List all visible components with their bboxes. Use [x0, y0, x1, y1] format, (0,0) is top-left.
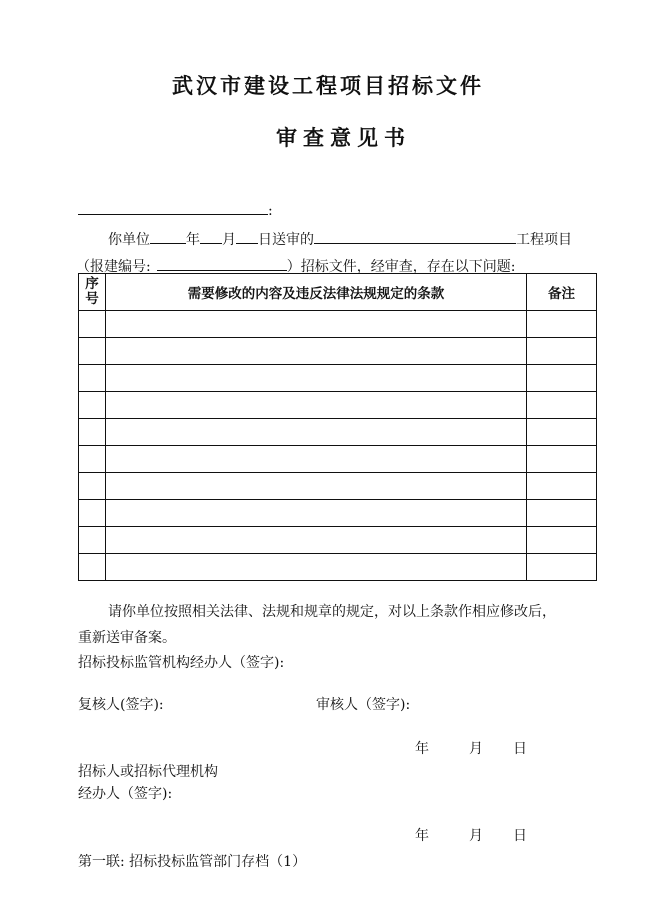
cell-remark[interactable]	[527, 311, 597, 338]
table-row	[79, 527, 597, 554]
cell-content[interactable]	[106, 365, 527, 392]
year-blank[interactable]	[150, 229, 186, 244]
supervisor-handler-sign: 招标投标监管机构经办人（签字):	[78, 655, 285, 671]
cell-remark[interactable]	[527, 338, 597, 365]
cell-seq[interactable]	[79, 338, 106, 365]
table-row	[79, 365, 597, 392]
cell-content[interactable]	[106, 338, 527, 365]
table-row	[79, 392, 597, 419]
cell-content[interactable]	[106, 554, 527, 581]
project-name-blank[interactable]	[314, 229, 516, 244]
date1-year: 年	[415, 741, 429, 757]
recipient-colon: :	[268, 203, 273, 219]
cell-remark[interactable]	[527, 365, 597, 392]
cell-remark[interactable]	[527, 554, 597, 581]
intro-day-submitted: 日送审的	[258, 232, 314, 248]
reg-close: ）招标文件，经审查，存在以下问题:	[286, 259, 516, 275]
cell-content[interactable]	[106, 419, 527, 446]
cell-seq[interactable]	[79, 473, 106, 500]
date2-month: 月	[469, 828, 483, 844]
table-row	[79, 500, 597, 527]
auditor-sign: 审核人（签字):	[316, 697, 411, 713]
reviewer-sign: 复核人(签字):	[78, 697, 164, 713]
cell-content[interactable]	[106, 527, 527, 554]
cell-seq[interactable]	[79, 554, 106, 581]
cell-content[interactable]	[106, 473, 527, 500]
cell-seq[interactable]	[79, 446, 106, 473]
date-row-1	[415, 738, 527, 758]
recipient-blank[interactable]	[78, 200, 268, 215]
cell-content[interactable]	[106, 500, 527, 527]
request-line-1: 请你单位按照相关法律、法规和规章的规定，对以上条款作相应修改后，	[108, 604, 556, 620]
registration-number-blank[interactable]	[157, 256, 287, 271]
table-row	[79, 446, 597, 473]
request-line-2: 重新送审备案。	[78, 630, 176, 646]
cell-content[interactable]	[106, 392, 527, 419]
cell-seq[interactable]	[79, 419, 106, 446]
cell-seq[interactable]	[79, 527, 106, 554]
intro-project-suffix: 工程项目	[516, 232, 572, 248]
agency-line-1: 招标人或招标代理机构	[78, 764, 218, 780]
intro-line	[108, 229, 572, 249]
intro-month: 月	[222, 232, 236, 248]
cell-content[interactable]	[106, 311, 527, 338]
cell-seq[interactable]	[79, 392, 106, 419]
document-title: 武汉市建设工程项目招标文件	[172, 74, 484, 98]
table-row	[79, 554, 597, 581]
reg-open: （报建编号:	[76, 259, 151, 275]
agency-line-2: 经办人（签字):	[78, 786, 173, 802]
document-subtitle: 审查意见书	[276, 126, 411, 150]
cell-remark[interactable]	[527, 419, 597, 446]
intro-year: 年	[186, 232, 200, 248]
table-row	[79, 419, 597, 446]
cell-remark[interactable]	[527, 527, 597, 554]
header-content: 需要修改的内容及违反法律法规规定的条款	[106, 274, 527, 311]
issues-table	[78, 273, 597, 581]
date2-year: 年	[415, 828, 429, 844]
cell-remark[interactable]	[527, 392, 597, 419]
date-row-2	[415, 825, 527, 845]
table-row	[79, 473, 597, 500]
table-row	[79, 338, 597, 365]
date2-day: 日	[513, 828, 527, 844]
date1-day: 日	[513, 741, 527, 757]
header-seq	[79, 274, 106, 311]
table-header-row	[79, 274, 597, 311]
cell-seq[interactable]	[79, 311, 106, 338]
recipient-line	[78, 200, 273, 219]
intro-prefix: 你单位	[108, 232, 150, 248]
day-blank[interactable]	[236, 229, 258, 244]
cell-content[interactable]	[106, 446, 527, 473]
cell-seq[interactable]	[79, 365, 106, 392]
header-seq-2: 号	[85, 291, 99, 307]
table-row	[79, 311, 597, 338]
header-remark: 备注	[527, 274, 597, 311]
date1-month: 月	[469, 741, 483, 757]
cell-seq[interactable]	[79, 500, 106, 527]
header-seq-1: 序	[85, 276, 99, 292]
cell-remark[interactable]	[527, 446, 597, 473]
cell-remark[interactable]	[527, 500, 597, 527]
month-blank[interactable]	[200, 229, 222, 244]
cell-remark[interactable]	[527, 473, 597, 500]
footer-copy-note: 第一联: 招标投标监管部门存档（1）	[78, 854, 307, 870]
